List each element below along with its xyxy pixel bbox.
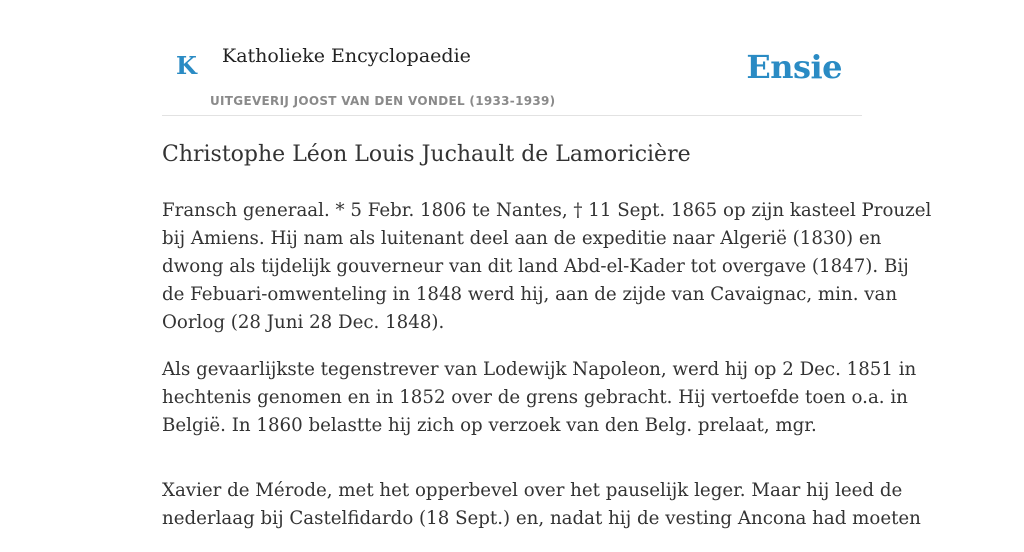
article-body: [162, 138, 932, 552]
paragraph-line: hechtenis genomen en in 1852 over de grens gebracht. Hij vertoefde toen o.a. in: [162, 387, 908, 408]
paragraph-line: Oorlog (28 Juni 28 Dec. 1848).: [162, 312, 445, 333]
article-paragraph: [162, 477, 921, 533]
paragraph-line: bij Amiens. Hij nam als luitenant deel aan de expeditie naar Algerië (1830) en: [162, 228, 882, 249]
ensie-brand-logo[interactable]: Ensie: [746, 48, 842, 86]
paragraph-line: de Febuari-omwenteling in 1848 werd hij, aan de zijde van Cavaignac, min. van: [162, 284, 898, 305]
paragraph-line: België. In 1860 belastte hij zich op verzoek van den Belg. prelaat, mgr.: [162, 415, 817, 436]
publisher-label: UITGEVERIJ JOOST VAN DEN VONDEL (1933-1939): [210, 94, 556, 108]
source-title-link[interactable]: Katholieke Encyclopaedie: [222, 45, 471, 67]
paragraph-line: nederlaag bij Castelfidardo (18 Sept.) en, nadat hij de vesting Ancona had moeten: [162, 508, 921, 529]
article-paragraph: [162, 356, 917, 440]
paragraph-line: Fransch generaal. * 5 Febr. 1806 te Nantes, † 11 Sept. 1865 op zijn kasteel Prouzel: [162, 200, 932, 221]
article-paragraph: [162, 197, 932, 337]
encyclopedia-logo-icon[interactable]: K: [176, 51, 197, 80]
paragraph-line: Als gevaarlijkste tegenstrever van Lodewijk Napoleon, werd hij op 2 Dec. 1851 in: [162, 359, 917, 380]
paragraph-line: Xavier de Mérode, met het opperbevel over het pauselijk leger. Maar hij leed de: [162, 480, 903, 501]
source-header: [162, 0, 862, 116]
article-title: Christophe Léon Louis Juchault de Lamoricière: [162, 142, 691, 167]
paragraph-line: dwong als tijdelijk gouverneur van dit land Abd-el-Kader tot overgave (1847). Bij: [162, 256, 909, 277]
